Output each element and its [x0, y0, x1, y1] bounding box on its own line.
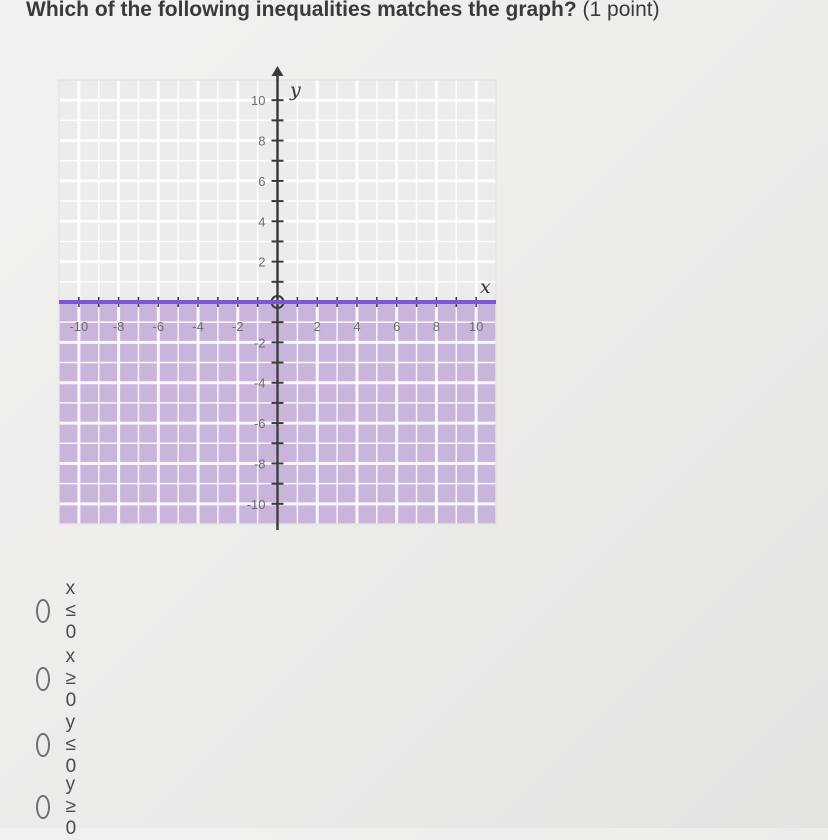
radio-button[interactable]: [36, 733, 50, 757]
x-tick-label: 4: [353, 319, 361, 334]
y-tick-label: -8: [253, 456, 266, 472]
choice-label: y ≥ 0: [65, 774, 78, 839]
x-tick-label: 2: [313, 319, 321, 334]
choice-label: x ≥ 0: [65, 646, 78, 711]
x-tick-label: -4: [192, 319, 204, 334]
y-tick-label: -10: [246, 496, 266, 512]
x-tick-label: 8: [432, 319, 441, 334]
radio-button[interactable]: [36, 667, 50, 691]
question-prompt: Which of the following inequalities matches the graph?: [26, 0, 577, 21]
y-tick-label: -2: [253, 335, 266, 351]
radio-button[interactable]: [36, 599, 50, 623]
x-tick-label: 10: [468, 319, 484, 334]
choice-y-ge-0[interactable]: [36, 774, 88, 839]
choice-label: x ≤ 0: [65, 578, 78, 643]
y-tick-label: 2: [258, 254, 266, 270]
x-tick-label: 6: [393, 319, 401, 334]
y-tick-label: 8: [258, 133, 266, 149]
y-tick-label: 6: [258, 173, 266, 189]
choice-x-le-0[interactable]: [36, 578, 88, 643]
choice-label: y ≤ 0: [65, 712, 78, 777]
choice-y-le-0[interactable]: [36, 712, 88, 777]
x-tick-label: -2: [231, 319, 244, 334]
question-points: (1 point): [582, 0, 660, 21]
y-axis-label: y: [290, 79, 301, 101]
y-tick-label: 4: [258, 214, 266, 230]
y-tick-label: -6: [253, 416, 266, 432]
radio-button[interactable]: [36, 795, 50, 819]
y-tick-label: -4: [253, 375, 266, 391]
x-tick-label: -8: [112, 319, 125, 334]
x-tick-label: -10: [69, 319, 89, 334]
y-axis-arrow: [272, 66, 284, 76]
choice-x-ge-0[interactable]: [36, 646, 88, 711]
y-tick-label: 10: [251, 93, 266, 109]
x-axis-label: x: [480, 276, 491, 298]
x-tick-label: -6: [152, 319, 165, 334]
